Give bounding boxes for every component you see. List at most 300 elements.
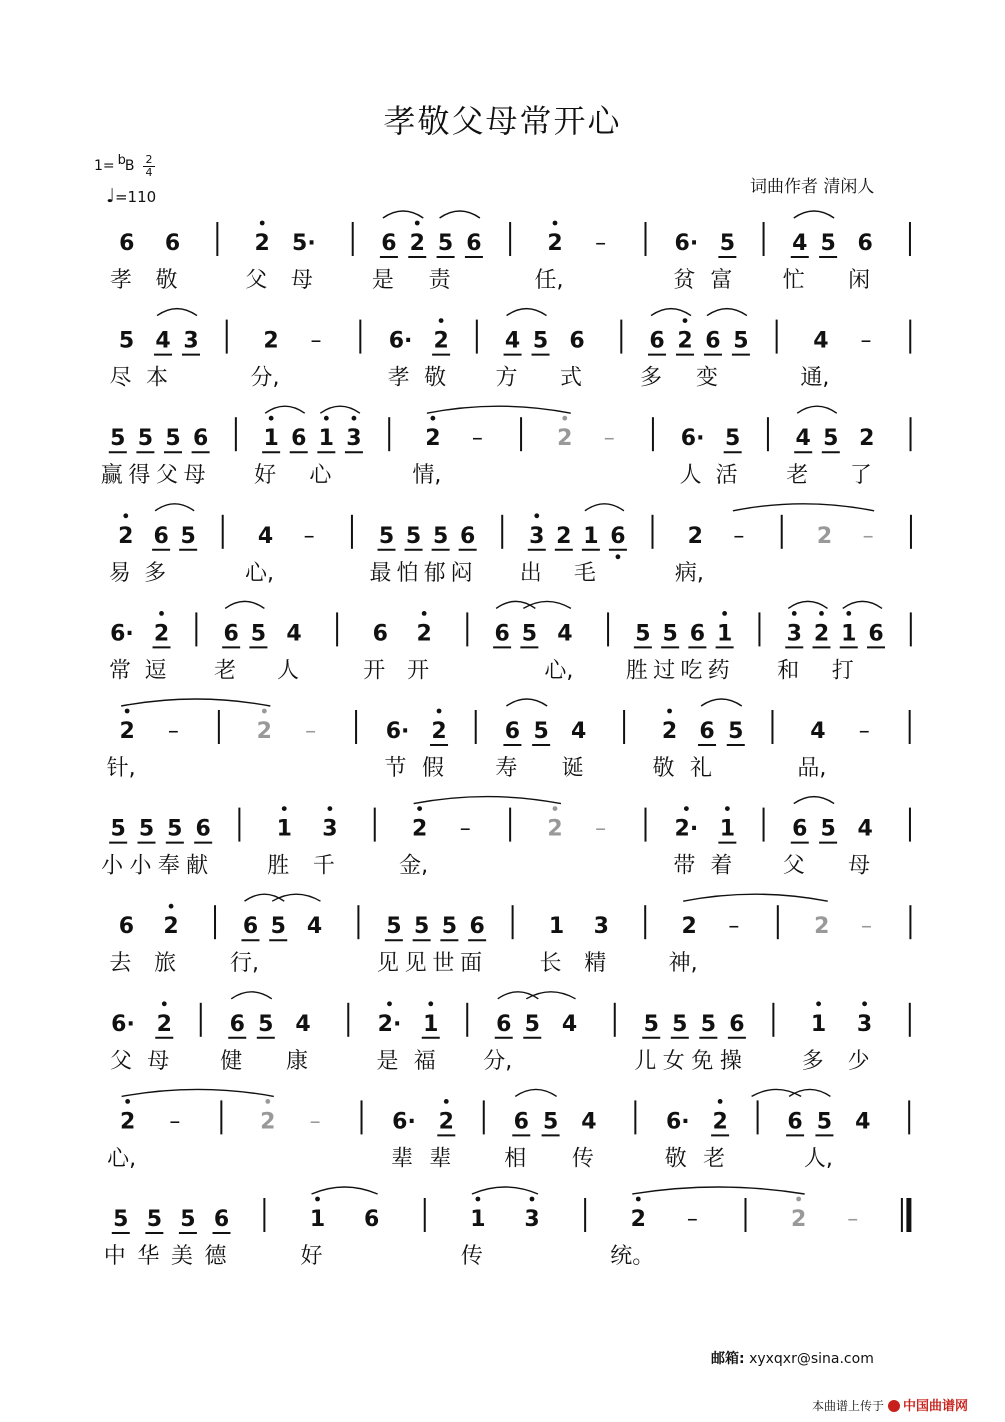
high-octave-dot bbox=[327, 806, 332, 811]
note-digit: 3 bbox=[322, 816, 338, 842]
lyric-syllable: 辈 bbox=[390, 1146, 413, 1172]
lyric-syllable: 赢 bbox=[100, 463, 123, 489]
high-octave-dot bbox=[387, 1001, 392, 1006]
note-digit: 2 bbox=[557, 426, 573, 452]
note-digit: 2 bbox=[153, 621, 170, 647]
note-digit: 5 bbox=[405, 523, 422, 549]
lyric-syllable: 分, bbox=[483, 1048, 513, 1074]
note-digit: 2 bbox=[163, 914, 179, 940]
tie-arc bbox=[797, 406, 837, 413]
lyric-syllable: 传 bbox=[571, 1146, 594, 1172]
high-octave-dot bbox=[422, 611, 427, 616]
note-digit: 6 bbox=[649, 328, 665, 354]
site-name: 中国曲谱网 bbox=[903, 1399, 969, 1414]
lyric-syllable: 责 bbox=[428, 268, 451, 293]
lyric-syllable: 世 bbox=[432, 951, 455, 977]
note-digit: 2 bbox=[416, 621, 432, 647]
high-octave-dot bbox=[125, 1099, 130, 1104]
lyric-syllable: 开 bbox=[363, 658, 386, 684]
lyric-syllable: 多 bbox=[144, 560, 167, 586]
lyric-syllable: 心, bbox=[107, 1146, 137, 1172]
high-octave-dot bbox=[415, 221, 420, 226]
note-digit: 3 bbox=[786, 621, 802, 647]
note-digit: 6· bbox=[111, 1011, 135, 1037]
lyric-syllable: 母 bbox=[147, 1048, 170, 1074]
note-digit: 4 bbox=[570, 719, 587, 744]
lyric-syllable: 金, bbox=[399, 853, 429, 879]
note-digit: 3 bbox=[856, 1011, 873, 1037]
note-digit: 6· bbox=[665, 1109, 690, 1135]
lyric-syllable: 母 bbox=[290, 268, 313, 293]
high-octave-dot bbox=[722, 611, 727, 616]
lyric-syllable: 品, bbox=[797, 756, 827, 781]
high-octave-dot bbox=[816, 1001, 821, 1006]
note-digit: 5 bbox=[521, 621, 538, 647]
high-octave-dot bbox=[417, 806, 422, 811]
lyric-syllable: 辈 bbox=[429, 1146, 452, 1172]
lyric-syllable: 统。 bbox=[610, 1244, 655, 1269]
note-digit: 5 bbox=[816, 1109, 833, 1135]
lyric-syllable: 诞 bbox=[561, 756, 584, 781]
lyric-syllable: 长 bbox=[539, 951, 562, 977]
note-digit: 5 bbox=[137, 426, 154, 452]
high-octave-dot bbox=[796, 1197, 801, 1202]
note-digit: 6· bbox=[674, 231, 699, 256]
lyric-syllable: 得 bbox=[128, 463, 151, 489]
tie-arc bbox=[122, 1089, 274, 1096]
high-octave-dot bbox=[553, 221, 558, 226]
lyric-syllable: 活 bbox=[715, 463, 738, 489]
note-digit: 3 bbox=[183, 328, 199, 354]
hold-dash: – bbox=[733, 523, 745, 549]
note-digit: 6 bbox=[496, 1011, 512, 1037]
key-tonic: B bbox=[124, 158, 135, 174]
tie-arc bbox=[683, 894, 828, 901]
high-octave-dot bbox=[562, 416, 567, 421]
note-digit: 6 bbox=[792, 816, 808, 842]
high-octave-dot bbox=[683, 318, 688, 323]
note-digit: 1 bbox=[716, 621, 733, 647]
footer-credit bbox=[812, 1395, 968, 1414]
note-digit: 2 bbox=[431, 719, 447, 744]
lyric-syllable: 老 bbox=[786, 463, 809, 489]
lyric-syllable: 传 bbox=[460, 1244, 483, 1269]
high-octave-dot bbox=[431, 416, 436, 421]
note-digit: 5 bbox=[138, 816, 155, 842]
lyric-syllable: 福 bbox=[413, 1048, 436, 1074]
lyric-syllable: 针, bbox=[106, 756, 136, 781]
hold-dash: – bbox=[860, 914, 872, 940]
note-digit: 6 bbox=[469, 914, 485, 940]
note-digit: 2 bbox=[814, 914, 830, 940]
note-digit: 4 bbox=[257, 523, 274, 549]
high-octave-dot bbox=[444, 1099, 449, 1104]
tie-arc bbox=[155, 504, 194, 511]
tie-arc bbox=[312, 1187, 378, 1194]
note-digit: 2 bbox=[712, 1109, 728, 1135]
note-digit: 4 bbox=[155, 328, 171, 354]
note-digit: 5 bbox=[258, 1011, 274, 1037]
note-digit: 2· bbox=[377, 1011, 402, 1037]
meter-bottom: 4 bbox=[145, 166, 153, 179]
hold-dash: – bbox=[847, 1207, 859, 1232]
high-octave-dot bbox=[819, 611, 824, 616]
lyric-syllable: 相 bbox=[504, 1146, 527, 1172]
high-octave-dot bbox=[125, 709, 130, 714]
note-digit: 6 bbox=[119, 231, 135, 256]
tie-arc bbox=[843, 601, 882, 608]
note-digit: 2 bbox=[433, 328, 449, 354]
note-digit: 2 bbox=[813, 621, 830, 647]
high-octave-dot bbox=[667, 709, 672, 714]
note-digit: 6· bbox=[110, 621, 134, 647]
note-digit: 6 bbox=[164, 231, 181, 256]
hold-dash: – bbox=[686, 1207, 698, 1232]
note-digit: 2 bbox=[859, 426, 875, 452]
hold-dash: – bbox=[595, 231, 607, 256]
note-digit: 2 bbox=[677, 328, 693, 354]
hold-dash: – bbox=[309, 1109, 321, 1135]
lyric-syllable: 免 bbox=[691, 1048, 714, 1074]
note-digit: 2 bbox=[425, 426, 441, 452]
note-digit: 4 bbox=[855, 1109, 871, 1135]
hold-dash: – bbox=[860, 328, 872, 354]
lyric-syllable: 尽 bbox=[109, 365, 132, 391]
high-octave-dot bbox=[684, 806, 689, 811]
hold-dash: – bbox=[167, 719, 179, 744]
key-prefix: 1= bbox=[94, 158, 115, 174]
note-digit: 5 bbox=[733, 328, 749, 354]
site-logo-icon bbox=[888, 1400, 900, 1412]
note-digit: 1 bbox=[309, 1207, 326, 1232]
song-title: 孝敬父母常开心 bbox=[383, 102, 622, 140]
hold-dash: – bbox=[858, 719, 870, 744]
tie-arc bbox=[707, 309, 747, 316]
note-digit: 1 bbox=[583, 523, 599, 549]
note-digit: 4 bbox=[792, 231, 808, 256]
high-octave-dot bbox=[260, 221, 265, 226]
note-digit: 2 bbox=[119, 1109, 136, 1135]
note-digit: 4 bbox=[306, 914, 323, 940]
note-digit: 6 bbox=[372, 621, 388, 647]
lyric-syllable: 常 bbox=[108, 658, 131, 684]
note-digit: 4 bbox=[813, 328, 829, 354]
lyric-syllable: 母 bbox=[183, 463, 206, 489]
note-digit: 6 bbox=[223, 621, 239, 647]
lyric-syllable: 闷 bbox=[450, 560, 473, 586]
lyric-syllable: 是 bbox=[371, 268, 394, 293]
note-digit: 5 bbox=[413, 914, 430, 940]
note-digit: 5 bbox=[386, 914, 402, 940]
hold-dash: – bbox=[305, 719, 317, 744]
lyric-syllable: 变 bbox=[695, 365, 718, 391]
high-octave-dot bbox=[636, 1197, 641, 1202]
high-octave-dot bbox=[437, 709, 442, 714]
tie-arc bbox=[789, 1089, 830, 1096]
high-octave-dot bbox=[265, 1099, 270, 1104]
high-octave-dot bbox=[169, 904, 174, 909]
note-digit: 5 bbox=[533, 719, 549, 744]
note-digit: 2 bbox=[156, 1011, 172, 1037]
lyric-syllable: 逗 bbox=[144, 658, 167, 684]
tie-arc bbox=[523, 601, 571, 608]
note-digit: 6 bbox=[729, 1011, 745, 1037]
high-octave-dot bbox=[530, 1197, 535, 1202]
note-digit: 5 bbox=[432, 523, 449, 549]
hold-dash: – bbox=[471, 426, 483, 452]
note-digit: 5· bbox=[292, 231, 316, 256]
lyric-syllable: 行, bbox=[229, 951, 259, 977]
lyric-syllable: 礼 bbox=[690, 756, 713, 781]
lyric-syllable: 心, bbox=[544, 658, 574, 684]
tie-arc bbox=[651, 309, 691, 316]
lyric-syllable: 父 bbox=[245, 268, 268, 293]
lyric-syllable: 分, bbox=[250, 365, 280, 391]
lyric-syllable: 了 bbox=[849, 463, 872, 489]
lyric-syllable: 人 bbox=[679, 463, 702, 489]
note-digit: 2 bbox=[254, 231, 270, 256]
note-digit: 6 bbox=[153, 523, 169, 549]
note-digit: 5 bbox=[437, 231, 454, 256]
note-digit: 4 bbox=[581, 1109, 597, 1135]
lyric-syllable: 胜 bbox=[625, 658, 648, 684]
note-digit: 1 bbox=[810, 1011, 827, 1037]
note-digit: 4 bbox=[504, 328, 521, 354]
hold-dash: – bbox=[310, 328, 322, 354]
lyric-syllable: 人, bbox=[803, 1146, 833, 1172]
lyric-syllable: 心 bbox=[309, 463, 332, 489]
hold-dash: – bbox=[862, 523, 874, 549]
note-digit: 5 bbox=[524, 1011, 540, 1037]
note-digit: 5 bbox=[820, 231, 836, 256]
lyric-syllable: 毛 bbox=[573, 560, 596, 586]
note-digit: 4 bbox=[295, 1011, 311, 1037]
lyric-syllable: 敬 bbox=[424, 365, 447, 391]
lyric-syllable: 郁 bbox=[423, 560, 446, 586]
lyric-syllable: 情, bbox=[412, 463, 442, 489]
tie-arc bbox=[585, 504, 624, 511]
tie-arc bbox=[414, 797, 561, 804]
note-digit: 6 bbox=[363, 1207, 380, 1232]
note-digit: 6 bbox=[291, 426, 307, 452]
quarter-note-icon: ♩ bbox=[106, 185, 115, 207]
lyric-syllable: 带 bbox=[673, 853, 696, 879]
lyric-syllable: 华 bbox=[137, 1244, 160, 1269]
note-digit: 5 bbox=[728, 719, 744, 744]
hold-dash: – bbox=[459, 816, 471, 842]
lyric-syllable: 心, bbox=[245, 560, 275, 586]
high-octave-dot bbox=[315, 1197, 320, 1202]
tie-arc bbox=[507, 309, 547, 316]
tie-arc bbox=[701, 699, 742, 706]
note-digit: 1 bbox=[841, 621, 857, 647]
note-digit: 5 bbox=[672, 1011, 688, 1037]
lyric-syllable: 怕 bbox=[396, 560, 419, 586]
note-digit: 3 bbox=[529, 523, 545, 549]
hold-dash: – bbox=[169, 1109, 181, 1135]
high-octave-dot bbox=[269, 416, 274, 421]
lyric-syllable: 父 bbox=[109, 1048, 133, 1074]
note-digit: 2 bbox=[630, 1207, 646, 1232]
note-digit: 4 bbox=[561, 1011, 578, 1037]
lyric-syllable: 寿 bbox=[495, 756, 518, 781]
note-digit: 6· bbox=[392, 1109, 416, 1135]
email-line bbox=[711, 1348, 874, 1368]
note-digit: 2 bbox=[791, 1207, 807, 1232]
lyric-syllable: 吃 bbox=[680, 658, 703, 684]
note-digit: 6 bbox=[699, 719, 715, 744]
note-digit: 2 bbox=[687, 523, 703, 549]
lyric-syllable: 老 bbox=[214, 658, 237, 684]
tie-arc bbox=[794, 211, 834, 218]
footer-text: 本曲谱上传于 bbox=[812, 1399, 885, 1413]
note-digit: 4 bbox=[557, 621, 573, 647]
note-digit: 6 bbox=[504, 719, 521, 744]
note-digit: 4 bbox=[795, 426, 811, 452]
high-octave-dot bbox=[324, 416, 329, 421]
lyric-syllable: 去 bbox=[109, 951, 132, 977]
high-octave-dot bbox=[162, 1001, 167, 1006]
note-digit: 2 bbox=[411, 816, 428, 842]
note-digit: 5 bbox=[167, 816, 183, 842]
lyric-syllable: 节 bbox=[384, 756, 407, 781]
lyric-syllable: 父 bbox=[782, 853, 805, 879]
tie-arc bbox=[320, 406, 360, 413]
note-digit: 1 bbox=[470, 1207, 486, 1232]
note-digit: 2 bbox=[409, 231, 425, 256]
note-digit: 5 bbox=[662, 621, 678, 647]
lyric-syllable: 面 bbox=[460, 951, 483, 977]
lyric-syllable: 最 bbox=[369, 560, 392, 586]
note-digit: 5 bbox=[725, 426, 741, 452]
high-octave-dot bbox=[159, 611, 164, 616]
lyric-syllable: 开 bbox=[407, 658, 430, 684]
high-octave-dot bbox=[262, 709, 267, 714]
lyric-syllable: 小 bbox=[101, 853, 124, 879]
lyric-syllable: 孝 bbox=[109, 268, 132, 293]
tie-arc bbox=[427, 406, 571, 413]
high-octave-dot bbox=[476, 1197, 481, 1202]
lyric-syllable: 胜 bbox=[267, 853, 290, 879]
high-octave-dot bbox=[792, 611, 797, 616]
high-octave-dot bbox=[846, 611, 851, 616]
high-octave-dot bbox=[428, 1001, 433, 1006]
composer-credit: 词曲作者 清闲人 bbox=[750, 177, 875, 197]
note-digit: 2 bbox=[661, 719, 678, 744]
note-digit: 3 bbox=[593, 914, 609, 940]
lyric-syllable: 健 bbox=[220, 1048, 243, 1074]
note-digit: 6 bbox=[513, 1109, 529, 1135]
tie-arc bbox=[265, 406, 305, 413]
note-digit: 2 bbox=[816, 523, 833, 549]
lyric-syllable: 献 bbox=[186, 853, 209, 879]
note-digit: 5 bbox=[635, 621, 651, 647]
note-digit: 6· bbox=[385, 719, 410, 744]
lyric-syllable: 式 bbox=[560, 365, 583, 391]
lyric-syllable: 孝 bbox=[387, 365, 410, 391]
note-digit: 5 bbox=[532, 328, 549, 354]
note-digit: 6 bbox=[242, 914, 259, 940]
note-digit: 6 bbox=[857, 231, 873, 256]
lyric-syllable: 千 bbox=[312, 853, 335, 879]
note-digit: 5 bbox=[719, 231, 736, 256]
note-digit: 5 bbox=[441, 914, 458, 940]
hold-dash: – bbox=[603, 426, 615, 452]
lyric-syllable: 见 bbox=[404, 951, 427, 977]
note-digit: 6 bbox=[192, 426, 209, 452]
email-value: xyxqxr@sina.com bbox=[749, 1351, 874, 1367]
lyric-syllable: 美 bbox=[170, 1244, 193, 1269]
lyric-syllable: 德 bbox=[204, 1244, 227, 1269]
lyric-syllable: 奉 bbox=[157, 853, 180, 879]
lyric-syllable: 母 bbox=[848, 853, 871, 879]
high-octave-dot bbox=[862, 1001, 867, 1006]
note-digit: 2 bbox=[547, 231, 563, 256]
lyric-syllable: 人 bbox=[276, 658, 299, 684]
note-digit: 5 bbox=[270, 914, 286, 940]
tie-arc bbox=[632, 1187, 804, 1194]
tie-arc bbox=[794, 797, 834, 804]
high-octave-dot bbox=[718, 1099, 723, 1104]
tie-arc bbox=[231, 992, 272, 999]
note-digit: 5 bbox=[110, 426, 126, 452]
lyric-syllable: 病, bbox=[674, 560, 704, 586]
note-digit: 6 bbox=[610, 523, 626, 549]
note-digit: 5 bbox=[113, 1207, 129, 1232]
note-digit: 4 bbox=[857, 816, 873, 842]
lyric-syllable: 和 bbox=[777, 658, 800, 684]
lyric-syllable: 闲 bbox=[848, 268, 871, 293]
tie-arc bbox=[515, 1089, 556, 1096]
meter-top: 2 bbox=[145, 153, 153, 166]
note-digit: 5 bbox=[250, 621, 267, 647]
note-digit: 1 bbox=[719, 816, 736, 842]
lyric-syllable: 方 bbox=[495, 365, 518, 391]
hold-dash: – bbox=[595, 816, 607, 842]
lyric-syllable: 着 bbox=[710, 853, 733, 879]
lyric-syllable: 女 bbox=[662, 1048, 685, 1074]
note-digit: 2· bbox=[674, 816, 699, 842]
lyric-syllable: 富 bbox=[710, 268, 733, 293]
note-digit: 2 bbox=[256, 719, 272, 744]
lyric-syllable: 过 bbox=[653, 658, 676, 684]
lyric-syllable: 少 bbox=[847, 1048, 870, 1074]
flat-sign: b bbox=[117, 153, 126, 168]
lyric-syllable: 假 bbox=[422, 756, 445, 781]
note-digit: 6 bbox=[569, 328, 585, 354]
note-digit: 1 bbox=[276, 816, 292, 842]
lyric-syllable: 是 bbox=[376, 1048, 399, 1074]
lyric-syllable: 神, bbox=[668, 951, 698, 977]
lyric-syllable: 好 bbox=[254, 463, 277, 489]
high-octave-dot bbox=[352, 416, 357, 421]
note-digit: 6 bbox=[787, 1109, 803, 1135]
low-octave-dot bbox=[616, 554, 621, 559]
lyric-syllable: 中 bbox=[103, 1244, 126, 1269]
note-digit: 2 bbox=[260, 1109, 276, 1135]
note-digit: 6 bbox=[381, 231, 397, 256]
tie-arc bbox=[506, 699, 547, 706]
lyric-syllable: 好 bbox=[300, 1244, 323, 1269]
note-digit: 2 bbox=[547, 816, 563, 842]
lyric-syllable: 出 bbox=[519, 560, 542, 586]
lyric-syllable: 康 bbox=[286, 1048, 309, 1074]
tempo-value: =110 bbox=[114, 188, 157, 206]
note-digit: 6 bbox=[213, 1207, 230, 1232]
high-octave-dot bbox=[282, 806, 287, 811]
lyric-syllable: 父 bbox=[155, 463, 179, 489]
note-digit: 2 bbox=[556, 523, 572, 549]
